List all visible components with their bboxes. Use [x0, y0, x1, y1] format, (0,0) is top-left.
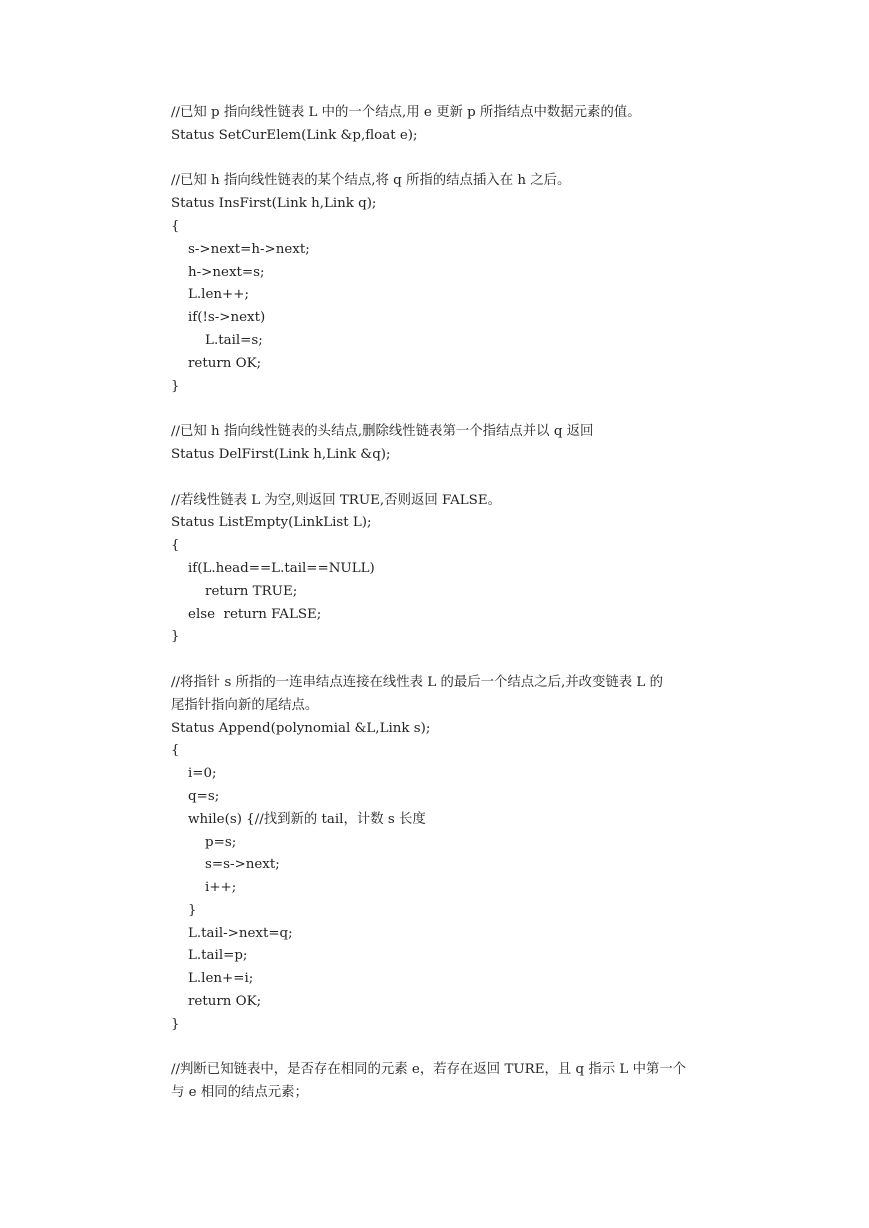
code-line: h->next=s;: [171, 264, 265, 280]
code-line: i++;: [171, 880, 237, 896]
comment-line: 与 e 相同的结点元素；: [171, 1085, 308, 1101]
code-line: p=s;: [171, 834, 237, 850]
code-line: L.tail->next=q;: [171, 925, 293, 941]
code-line: while(s) {//找到新的 tail，计数 s 长度: [171, 811, 426, 827]
comment-line: //已知 h 指向线性链表的头结点,删除线性链表第一个指结点并以 q 返回: [171, 424, 594, 440]
blank-line: [171, 148, 771, 171]
code-line: Status SetCurElem(Link &p,float e);: [171, 127, 418, 143]
code-line: }: [171, 902, 197, 918]
code-line: else return FALSE;: [171, 606, 322, 622]
code-line: {: [171, 218, 180, 234]
code-line: }: [171, 378, 180, 394]
code-line: Status Append(polynomial &L,Link s);: [171, 720, 431, 736]
code-listing: [171, 102, 771, 1105]
code-line: L.len++;: [171, 287, 249, 303]
code-line: if(L.head==L.tail==NULL): [171, 560, 375, 576]
code-line: return TRUE;: [171, 583, 298, 599]
blank-line: [171, 649, 771, 672]
code-line: {: [171, 538, 180, 554]
code-line: return OK;: [171, 994, 262, 1010]
code-line: }: [171, 1016, 180, 1032]
comment-line: //已知 h 指向线性链表的某个结点,将 q 所指的结点插入在 h 之后。: [171, 173, 571, 189]
code-line: if(!s->next): [171, 310, 266, 326]
comment-line: //将指针 s 所指的一连串结点连接在线性表 L 的最后一个结点之后,并改变链表 L 的: [171, 674, 663, 690]
code-line: }: [171, 629, 180, 645]
code-line: s->next=h->next;: [171, 241, 310, 257]
code-line: Status InsFirst(Link h,Link q);: [171, 196, 377, 212]
code-line: Status DelFirst(Link h,Link &q);: [171, 446, 391, 462]
comment-line: //若线性链表 L 为空,则返回 TRUE,否则返回 FALSE。: [171, 492, 502, 508]
code-line: return OK;: [171, 355, 262, 371]
comment-line: //判断已知链表中，是否存在相同的元素 e，若存在返回 TURE，且 q 指示 L 中第一个: [171, 1062, 687, 1078]
code-line: Status ListEmpty(LinkList L);: [171, 515, 372, 531]
code-line: L.tail=p;: [171, 948, 248, 964]
blank-line: [171, 467, 771, 490]
code-line: s=s->next;: [171, 857, 280, 873]
comment-line: 尾指针指向新的尾结点。: [171, 697, 319, 713]
comment-line: //已知 p 指向线性链表 L 中的一个结点,用 e 更新 p 所指结点中数据元素的值。: [171, 105, 641, 120]
code-line: L.tail=s;: [171, 332, 263, 348]
code-line: q=s;: [171, 788, 220, 804]
blank-line: [171, 1037, 771, 1060]
code-line: {: [171, 743, 180, 759]
code-line: i=0;: [171, 766, 217, 782]
code-line: L.len+=i;: [171, 971, 254, 987]
blank-line: [171, 398, 771, 421]
